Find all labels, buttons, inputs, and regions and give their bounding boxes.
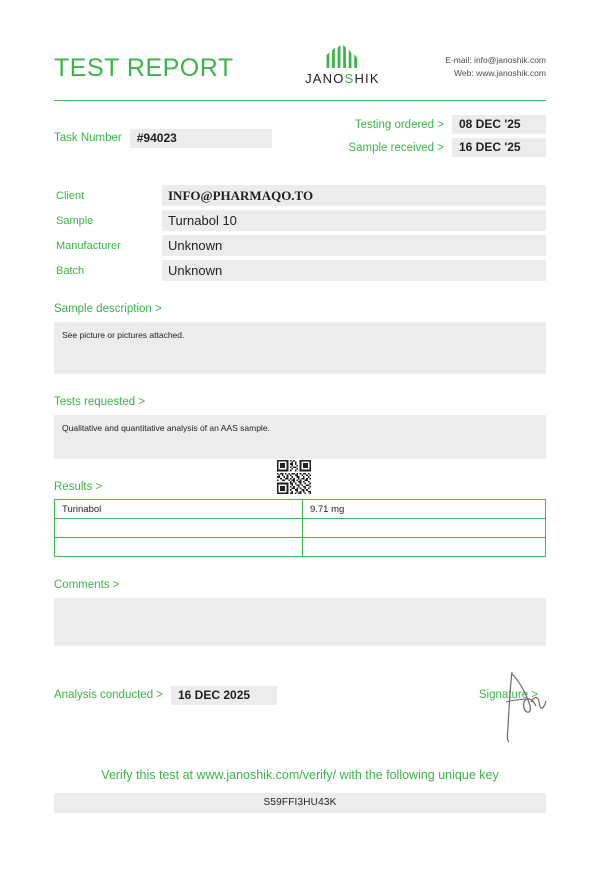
result-amount: 9.71 mg [302, 500, 545, 519]
task-row [54, 115, 546, 161]
tests-requested-text: Qualitative and quantitative analysis of an AAS sample. [54, 415, 546, 459]
verify-text: Verify this test at www.janoshik.com/verify/ with the following unique key [101, 768, 499, 782]
contact-web: Web: www.janoshik.com [454, 68, 546, 79]
signature-icon [498, 668, 552, 744]
contact-block [445, 42, 546, 80]
batch-value: Unknown [162, 260, 546, 281]
sample-description-title: Sample description > [54, 303, 162, 315]
manufacturer-label: Manufacturer [56, 239, 121, 252]
result-amount [302, 538, 545, 557]
sample-info-table [54, 185, 546, 281]
comments-text [54, 598, 546, 646]
results-header [54, 481, 546, 493]
table-row [54, 210, 546, 231]
table-row [54, 260, 546, 281]
result-compound [55, 538, 303, 557]
tests-requested-title: Tests requested > [54, 396, 146, 408]
table-row [55, 538, 546, 557]
manufacturer-value: Unknown [162, 235, 546, 256]
janoshik-logo-icon [321, 44, 363, 68]
task-number-value: #94023 [130, 129, 272, 148]
sample-received-value: 16 DEC '25 [452, 138, 546, 157]
signature-label: Signature > [478, 689, 538, 701]
results-title: Results > [54, 481, 103, 493]
testing-ordered-value: 08 DEC '25 [452, 115, 546, 134]
table-row [55, 500, 546, 519]
batch-label: Batch [56, 264, 85, 277]
qr-code-icon [274, 460, 314, 494]
client-value: INFO@PHARMAQO.TO [162, 185, 546, 206]
task-number-label: Task Number [54, 132, 122, 144]
brand-logo [305, 42, 380, 86]
table-row [54, 185, 546, 206]
sample-label: Sample [56, 214, 94, 227]
report-header [54, 0, 546, 86]
sample-received-label: Sample received > [348, 141, 444, 154]
analysis-conducted-label: Analysis conducted > [54, 689, 163, 701]
analysis-row [54, 684, 546, 706]
sample-value: Turnabol 10 [162, 210, 546, 231]
header-divider [54, 100, 546, 101]
testing-ordered-label: Testing ordered > [354, 118, 444, 131]
brand-name-accent: S [344, 71, 355, 86]
table-row [55, 519, 546, 538]
unique-key: S59FFI3HU43K [54, 793, 546, 813]
analysis-conducted-value: 16 DEC 2025 [171, 686, 277, 705]
result-compound: Turinabol [55, 500, 303, 519]
task-number-group [54, 115, 272, 161]
page-title: TEST REPORT [54, 54, 234, 82]
testing-ordered-row [348, 115, 546, 134]
sample-description-text: See picture or pictures attached. [54, 322, 546, 374]
results-table [54, 499, 546, 557]
dates-group [348, 115, 546, 161]
client-label: Client [56, 189, 85, 202]
result-amount [302, 519, 545, 538]
table-row [54, 235, 546, 256]
contact-email: E-mail: info@janoshik.com [445, 55, 546, 65]
sample-received-row [348, 138, 546, 157]
result-compound [55, 519, 303, 538]
brand-name-part1: JANO [305, 71, 345, 86]
comments-title: Comments > [54, 579, 120, 591]
brand-name-part2: HIK [354, 71, 380, 86]
brand-name [305, 71, 380, 86]
